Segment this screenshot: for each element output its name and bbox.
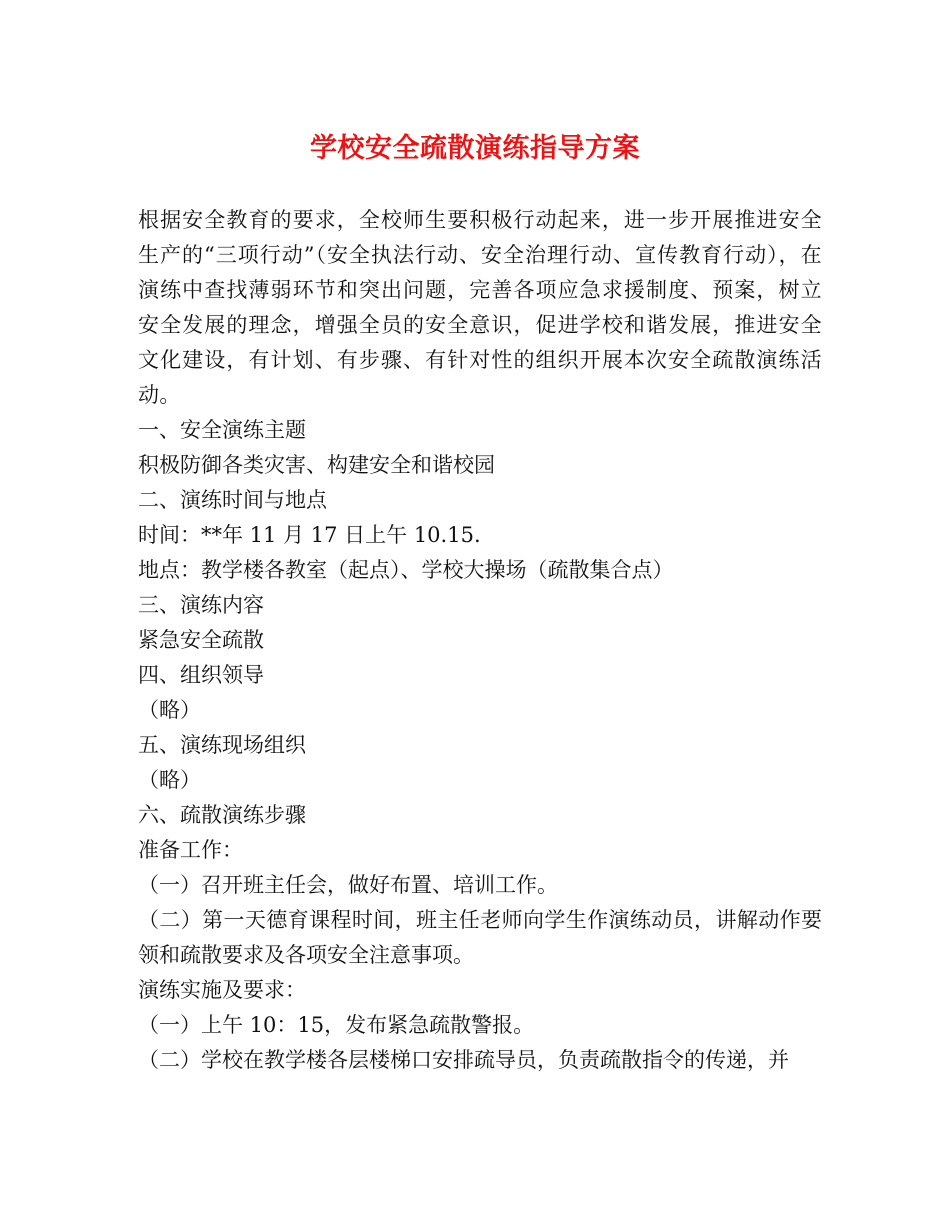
section-heading-content: 三、演练内容 (138, 593, 264, 617)
theme-text: 积极防御各类灾害、构建安全和谐校园 (138, 453, 495, 477)
site-organization-omitted: （略） (138, 768, 201, 792)
content-text: 紧急安全疏散 (138, 628, 264, 652)
time-line: 时间：**年 11 月 17 日上午 10.15. (138, 523, 481, 547)
implementation-item-2: （二）学校在教学楼各层楼梯口安排疏导员，负责疏散指令的传递，并 (138, 1048, 789, 1072)
document-body (138, 203, 822, 1078)
document-title: 学校安全疏散演练指导方案 (310, 133, 640, 164)
preparation-heading: 准备工作： (138, 838, 243, 862)
section-heading-steps: 六、疏散演练步骤 (138, 803, 306, 827)
place-line: 地点：教学楼各教室（起点）、学校大操场（疏散集合点） (138, 558, 674, 582)
preparation-item-1: （一）召开班主任会，做好布置、培训工作。 (138, 873, 558, 897)
section-heading-theme: 一、安全演练主题 (138, 418, 306, 442)
implementation-heading: 演练实施及要求： (138, 978, 306, 1002)
section-heading-leadership: 四、组织领导 (138, 663, 264, 687)
intro-paragraph: 根据安全教育的要求，全校师生要积极行动起来，进一步开展推进安全生产的“三项行动”（安全执法行动、安全治理行动、宣传教育行动），在演练中查找薄弱环节和突出问题，完善各项应急求援制度、预案，树立安全发展的理念，增强全员的安全意识，促进学校和谐发展，推进安全文化建设，有计划、有步骤、有针对性的组织开展本次安全疏散演练活动。 (138, 208, 822, 407)
implementation-item-1: （一）上午 10：15，发布紧急疏散警报。 (138, 1013, 535, 1037)
preparation-item-2: （二）第一天德育课程时间，班主任老师向学生作演练动员，讲解动作要领和疏散要求及各项安全注意事项。 (138, 908, 822, 967)
section-heading-time-place: 二、演练时间与地点 (138, 488, 327, 512)
leadership-omitted: （略） (138, 698, 201, 722)
section-heading-site-organization: 五、演练现场组织 (138, 733, 306, 757)
